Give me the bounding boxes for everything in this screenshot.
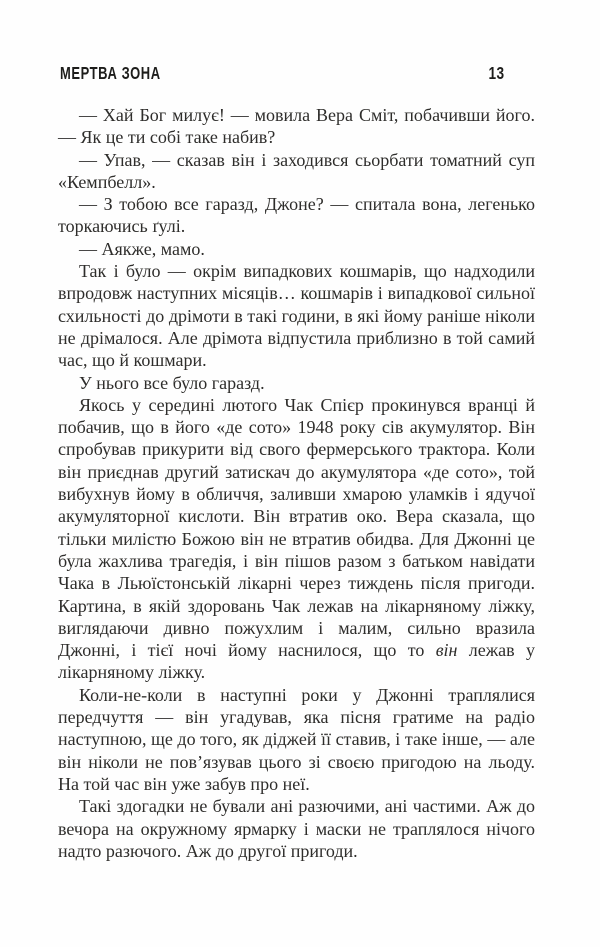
paragraph	[58, 104, 535, 149]
paragraph	[58, 684, 535, 795]
text-run: Якось у середині лютого Чак Спієр прокинувся вранці й побачив, що в його «де сото» 1948 року сів акумулятор. Він спробував прикурити від свого фермерського трактора. Коли він приєднав другий затискач до акумулятора «де сото», той вибухнув йому в обличчя, заливши хмарою уламків і ядучої акумуляторної кислоти. Він втратив око. Вера сказала, що тільки милістю Божою він не втратив обидва. Для Джонні це була жахлива трагедія, і він пішов разом з батьком навідати Чака в Льюїстонській лікарні через тиждень після пригоди. Картина, в якій здоровань Чак лежав на лікарняному ліжку, виглядаючи дивно пожухлим і малим, сильно вразила Джонні, і тієї ночі йому наснилося, що то	[58, 394, 535, 661]
paragraph	[58, 795, 535, 862]
italic-text-run: він	[435, 640, 458, 661]
text-run: У нього все було гаразд.	[79, 372, 265, 393]
text-run: — Аякже, мамо.	[79, 238, 205, 259]
page-number: 13	[488, 63, 504, 83]
text-run: — Хай Бог милує! — мовила Вера Сміт, побачивши його. — Як це ти собі таке набив?	[58, 105, 535, 148]
paragraph	[58, 238, 535, 260]
text-run: Так і було — окрім випадкових кошмарів, що надходили впродовж наступних місяців… кошмарів і випадкової сильної схильності до дрімоти в такі години, в які йому раніше ніколи не дрімалося. Але дрімота відпустила приблизно в той самий час, що й кошмари.	[58, 261, 535, 371]
running-header	[60, 63, 540, 83]
text-run: — З тобою все гаразд, Джоне? — спитала вона, легенько торкаючись ґулі.	[58, 194, 535, 237]
running-title: МЕРТВА ЗОНА	[60, 63, 161, 83]
paragraph	[58, 193, 535, 238]
paragraph	[58, 394, 535, 684]
text-run: — Упав, — сказав він і заходився сьорбати томатний суп «Кемпбелл».	[58, 149, 535, 192]
paragraph	[58, 260, 535, 371]
paragraph	[58, 372, 535, 394]
text-run: лежав у лікарняному ліжку.	[58, 640, 535, 683]
text-run: Такі здогадки не бували ані разючими, ані частими. Аж до вечора на окружному ярмарку і маски не траплялося нічого надто разючого. Аж до другої пригоди.	[58, 796, 535, 861]
text-run: Коли-не-коли в наступні роки у Джонні траплялися передчуття — він угадував, яка пісня гратиме на радіо наступною, ще до того, як діджей її ставив, і таке інше, — але він ніколи не пов’язував цього зі своєю пригодою на льоду. На той час він уже забув про неї.	[58, 684, 535, 794]
paragraph	[58, 149, 535, 194]
text-block	[58, 104, 535, 862]
